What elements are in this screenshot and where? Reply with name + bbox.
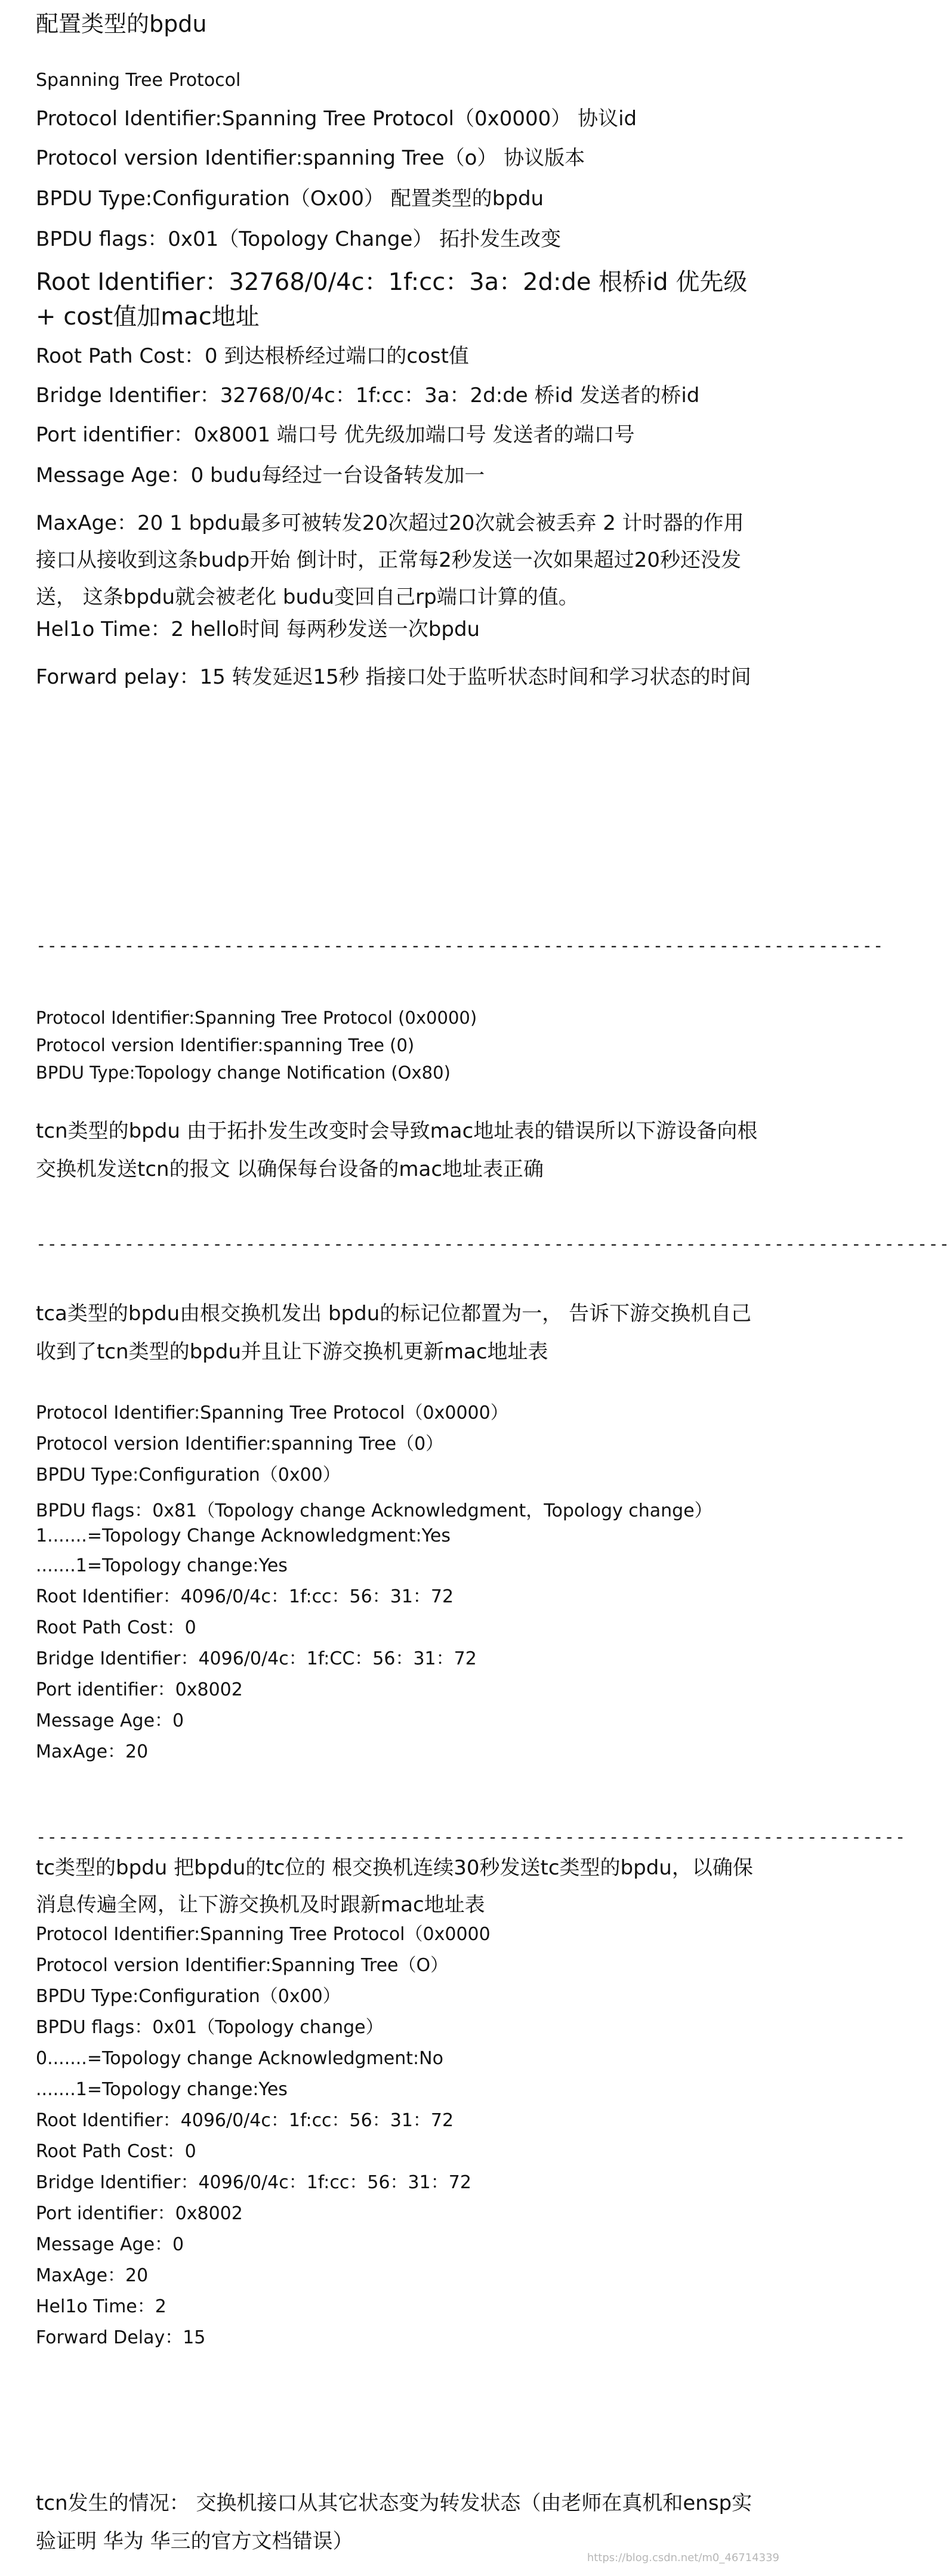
text-line: Protocol Identifier:Spanning Tree Protocol（0x0000） bbox=[36, 1403, 508, 1423]
text-line: MaxAge：20 bbox=[36, 1741, 149, 1762]
tcn-bpdu-section bbox=[36, 1008, 766, 1188]
forward-delay-paragraph: Forward pelay：15 转发延迟15秒 指接口处于监听状态时间和学习状态的时间 bbox=[36, 665, 751, 689]
page-title: 配置类型的bpdu bbox=[36, 11, 207, 37]
tca-description: tca类型的bpdu由根交换机发出 bpdu的标记位都置为一， 告诉下游交换机自己收到了tcn类型的bpdu并且让下游交换机更新mac地址表 bbox=[36, 1302, 752, 1364]
tca-flags-paragraph: BPDU flags：0x81（Topology change Acknowledgment，Topology change） bbox=[36, 1500, 712, 1521]
text-line: BPDU Type:Configuration（0x00） bbox=[36, 1465, 341, 1485]
text-line: Port identifier：0x8002 bbox=[36, 2203, 243, 2224]
text-line: Message Age：0 budu每经过一台设备转发加一 bbox=[36, 464, 485, 487]
text-line: Bridge Identifier：4096/0/4c：1f:cc：56：31：72 bbox=[36, 2172, 471, 2193]
text-line: Hel1o Time：2 hello时间 每两秒发送一次bpdu bbox=[36, 617, 480, 641]
text-line: BPDU Type:Topology change Notification (Ox80) bbox=[36, 1062, 451, 1083]
text-line: Root Identifier：4096/0/4c：1f:cc：56：31：72 bbox=[36, 2110, 454, 2131]
text-line: Root Identifier：32768/0/4c：1f:cc：3a：2d:de 根桥id 优先级 bbox=[36, 268, 748, 296]
tcn-occurrence-section bbox=[36, 2484, 766, 2560]
tc-description: tc类型的bpdu 把bpdu的tc位的 根交换机连续30秒发送tc类型的bpdu，以确保消息传遍全网，让下游交换机及时跟新mac地址表 bbox=[36, 1856, 753, 1917]
text-line: Port identifier：0x8001 端口号 优先级加端口号 发送者的端口号 bbox=[36, 423, 635, 447]
text-line: Protocol version Identifier:spanning Tree（o） 协议版本 bbox=[36, 146, 585, 170]
text-line: Root Path Cost：0 到达根桥经过端口的cost值 bbox=[36, 344, 469, 368]
text-line: Forward Delay：15 bbox=[36, 2327, 206, 2348]
text-line: Port identifier：0x8002 bbox=[36, 1679, 243, 1700]
separator-line: ----------------------------------------------------------------------------------- bbox=[36, 1234, 950, 1254]
config-bpdu-section bbox=[36, 70, 766, 696]
text-line: Bridge Identifier：32768/0/4c：1f:cc：3a：2d:de 桥id 发送者的桥id bbox=[36, 384, 700, 407]
tcn-occurrence-text: tcn发生的情况： 交换机接口从其它状态变为转发状态（由老师在真机和ensp实验证明 华为 华三的官方文档错误） bbox=[36, 2491, 752, 2553]
text-line: BPDU flags：0x01（Topology change） bbox=[36, 2017, 384, 2038]
text-line: Root Path Cost：0 bbox=[36, 1617, 196, 1638]
text-line: BPDU Type:Configuration（Ox00） 配置类型的bpdu bbox=[36, 187, 544, 211]
text-line: Hel1o Time：2 bbox=[36, 2296, 166, 2317]
text-line: + cost值加mac地址 bbox=[36, 303, 260, 331]
text-line: Protocol version Identifier:spanning Tree（0） bbox=[36, 1434, 444, 1454]
watermark: https://blog.csdn.net/m0_46714339 bbox=[587, 2552, 779, 2564]
tca-bpdu-section bbox=[36, 1295, 766, 1773]
text-line: Protocol Identifier:Spanning Tree Protocol (0x0000) bbox=[36, 1008, 477, 1028]
text-line: Root Path Cost：0 bbox=[36, 2141, 196, 2162]
text-line: Spanning Tree Protocol bbox=[36, 70, 241, 91]
text-line: .......1=Topology change:Yes bbox=[36, 2079, 288, 2100]
maxage-paragraph: MaxAge：20 1 bpdu最多可被转发20次超过20次就会被丢弃 2 计时器的作用 接口从接收到这条budp开始 倒计时，正常每2秒发送一次如果超过20秒还没发送， 这条bpdu就会被老化 budu变回自己rp端口计算的值。 bbox=[36, 511, 744, 609]
separator-line: ------------------------------------------------------------------------------- bbox=[36, 1827, 906, 1847]
text-line: 1.......=Topology Change Acknowledgment:Yes bbox=[36, 1525, 451, 1546]
text-line: Message Age：0 bbox=[36, 2234, 184, 2255]
text-line: BPDU flags：0x01（Topology Change） 拓扑发生改变 bbox=[36, 227, 562, 251]
text-line: .......1=Topology change:Yes bbox=[36, 1555, 288, 1576]
text-line: Root Identifier：4096/0/4c：1f:cc：56：31：72 bbox=[36, 1586, 454, 1607]
separator-line: ----------------------------------------------------------------------------- bbox=[36, 935, 884, 956]
text-line: Protocol Identifier:Spanning Tree Protocol（0x0000） 协议id bbox=[36, 107, 637, 131]
text-line: MaxAge：20 bbox=[36, 2265, 149, 2286]
text-line: BPDU Type:Configuration（0x00） bbox=[36, 1986, 341, 2007]
text-line: Bridge Identifier：4096/0/4c：1f:CC：56：31：72 bbox=[36, 1648, 477, 1669]
text-line: Protocol version Identifier:spanning Tree (0) bbox=[36, 1035, 415, 1055]
text-line: Message Age：0 bbox=[36, 1710, 184, 1731]
text-line: Protocol version Identifier:Spanning Tree（O） bbox=[36, 1955, 449, 1976]
text-line: 0.......=Topology change Acknowledgment:No bbox=[36, 2048, 443, 2069]
text-line: Protocol Identifier:Spanning Tree Protocol（0x0000 bbox=[36, 1924, 491, 1945]
tcn-description: tcn类型的bpdu 由于拓扑发生改变时会导致mac地址表的错误所以下游设备向根交换机发送tcn的报文 以确保每台设备的mac地址表正确 bbox=[36, 1119, 758, 1181]
tc-bpdu-section bbox=[36, 1849, 766, 2359]
